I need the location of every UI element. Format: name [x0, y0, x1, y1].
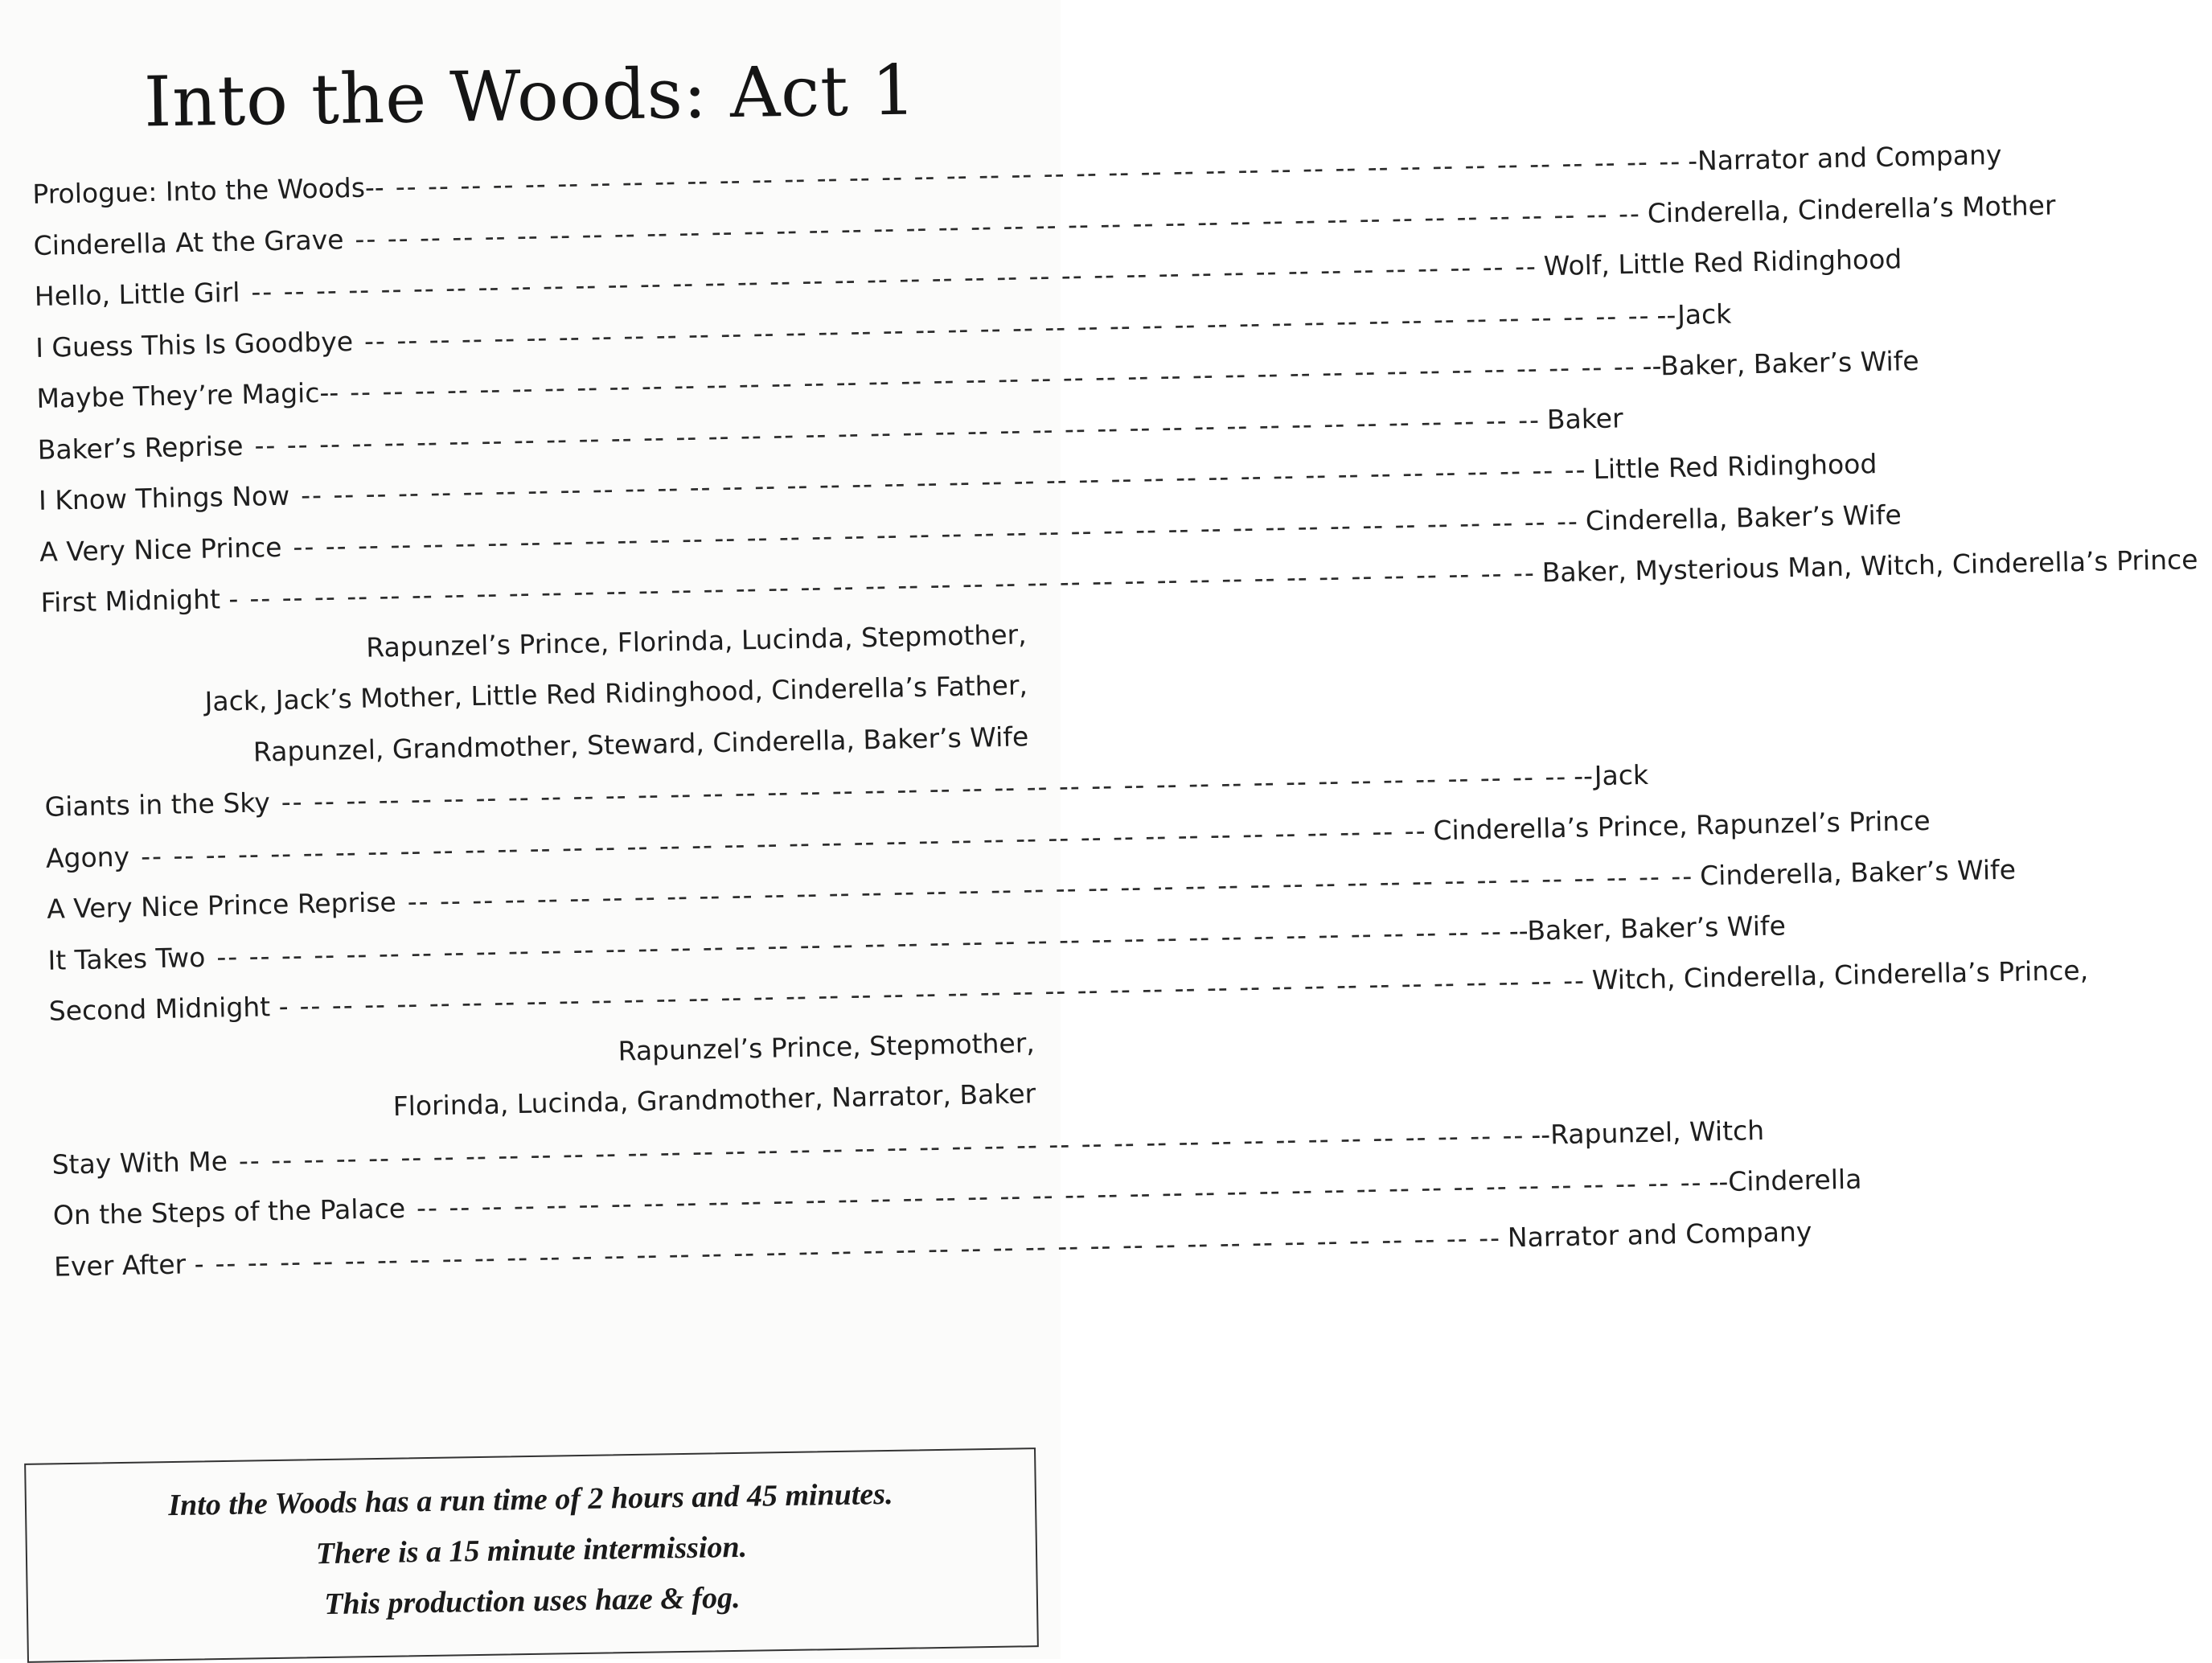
song-performers: Cinderella’s Prince, Rapunzel’s Prince: [1433, 804, 1931, 846]
song-title: First Midnight -: [40, 582, 239, 618]
song-title: A Very Nice Prince Reprise: [46, 886, 397, 925]
dash-leader: -- -- -- -- -- -- -- -- -- -- -- -- -- -- -- -- -- -- -- -- -- -- -- -- -- -- -- -- -- -- -- -- -- -- -- -- -- -- -- --: [349, 351, 1636, 409]
song-performers: Baker: [1546, 401, 1623, 435]
song-performers: --Jack: [1573, 758, 1649, 792]
dash-leader: -- -- -- -- -- -- -- -- -- -- -- -- -- -- -- -- -- -- -- -- -- -- -- -- -- -- -- -- -- -- -- -- -- -- -- -- -- -- -- --: [416, 1166, 1703, 1224]
song-performers: Wolf, Little Red Ridinghood: [1543, 243, 1902, 282]
song-title: Second Midnight -: [48, 990, 289, 1027]
song-performers: --Cinderella: [1709, 1163, 1862, 1198]
song-performers: --Rapunzel, Witch: [1530, 1114, 1765, 1151]
song-title: Prologue: Into the Woods--: [32, 171, 385, 210]
dash-leader: -- -- -- -- -- -- -- -- -- -- -- -- -- -- -- -- -- -- -- -- -- -- -- -- -- -- -- -- -- -- -- -- -- -- -- -- -- -- -- --: [215, 914, 1504, 973]
song-performers: --Jack: [1656, 298, 1732, 331]
dash-leader: -- -- -- -- -- -- -- -- -- -- -- -- -- -- -- -- -- -- -- -- -- -- -- -- -- -- -- -- -- -- -- -- -- -- -- -- -- -- -- --: [300, 454, 1587, 511]
dash-leader: -- -- -- -- -- -- -- -- -- -- -- -- -- -- -- -- -- -- -- -- -- -- -- -- -- -- -- -- -- -- -- -- -- -- -- -- -- -- -- --: [407, 860, 1694, 918]
dash-leader: -- -- -- -- -- -- -- -- -- -- -- -- -- -- -- -- -- -- -- -- -- -- -- -- -- -- -- -- -- -- -- -- -- -- -- -- -- -- -- --: [363, 299, 1651, 357]
song-performers: --Baker, Baker’s Wife: [1642, 344, 1920, 382]
intermission-text: There is a 15 minute intermission.: [315, 1530, 748, 1571]
dash-leader: -- -- -- -- -- -- -- -- -- -- -- -- -- -- -- -- -- -- -- -- -- -- -- -- -- -- -- -- -- -- -- -- -- -- -- -- -- -- -- --: [140, 814, 1427, 872]
dash-leader: -- -- -- -- -- -- -- -- -- -- -- -- -- -- -- -- -- -- -- -- -- -- -- -- -- -- -- -- -- -- -- -- -- -- -- -- -- -- -- --: [355, 197, 1642, 255]
dash-leader: -- -- -- -- -- -- -- -- -- -- -- -- -- -- -- -- -- -- -- -- -- -- -- -- -- -- -- -- -- -- -- -- -- -- -- -- -- -- -- --: [248, 556, 1537, 614]
song-performers: Cinderella, Baker’s Wife: [1585, 498, 1902, 536]
song-title: On the Steps of the Palace: [52, 1192, 406, 1231]
song-title: I Guess This Is Goodbye: [35, 325, 354, 363]
dash-leader: -- -- -- -- -- -- -- -- -- -- -- -- -- -- -- -- -- -- -- -- -- -- -- -- -- -- -- -- -- -- -- -- -- -- -- -- -- -- -- --: [215, 1222, 1502, 1279]
dash-leader: -- -- -- -- -- -- -- -- -- -- -- -- -- -- -- -- -- -- -- -- -- -- -- -- -- -- -- -- -- -- -- -- -- -- -- -- -- -- -- --: [238, 1119, 1525, 1176]
song-performers: -Narrator and Company: [1687, 138, 2002, 177]
dash-leader: -- -- -- -- -- -- -- -- -- -- -- -- -- -- -- -- -- -- -- -- -- -- -- -- -- -- -- -- -- -- -- -- -- -- -- -- -- -- -- --: [250, 250, 1538, 308]
song-title: Giants in the Sky: [44, 786, 271, 823]
song-title: Ever After -: [53, 1247, 204, 1283]
song-performers-continued: Rapunzel’s Prince, Stepmother,: [618, 1026, 1036, 1067]
song-title: Baker’s Reprise: [37, 429, 244, 466]
song-title: Stay With Me: [51, 1144, 228, 1181]
runtime-notice-box: [24, 1447, 1039, 1663]
song-performers: Narrator and Company: [1507, 1215, 1812, 1253]
song-title: It Takes Two: [47, 941, 206, 976]
song-title: Agony: [45, 840, 130, 874]
song-performers: Cinderella, Cinderella’s Mother: [1647, 189, 2056, 229]
dash-leader: -- -- -- -- -- -- -- -- -- -- -- -- -- -- -- -- -- -- -- -- -- -- -- -- -- -- -- -- -- -- -- -- -- -- -- -- -- -- -- --: [281, 760, 1568, 818]
dash-leader: -- -- -- -- -- -- -- -- -- -- -- -- -- -- -- -- -- -- -- -- -- -- -- -- -- -- -- -- -- -- -- -- -- -- -- -- -- -- -- --: [299, 964, 1586, 1022]
song-performers: --Baker, Baker’s Wife: [1508, 909, 1787, 946]
song-performers: Witch, Cinderella, Cinderella’s Prince,: [1591, 954, 2089, 996]
dash-leader: -- -- -- -- -- -- -- -- -- -- -- -- -- -- -- -- -- -- -- -- -- -- -- -- -- -- -- -- -- -- -- -- -- -- -- -- -- -- -- --: [254, 403, 1541, 462]
runtime-text: Into the Woods has a run time of 2 hours and 45 minutes.: [167, 1476, 893, 1523]
dash-leader: -- -- -- -- -- -- -- -- -- -- -- -- -- -- -- -- -- -- -- -- -- -- -- -- -- -- -- -- -- -- -- -- -- -- -- -- -- -- -- --: [293, 504, 1580, 563]
song-title: A Very Nice Prince: [39, 531, 282, 568]
song-performers: Baker, Mysterious Man, Witch, Cinderella’s Prince: [1541, 544, 2198, 589]
song-performers: Cinderella, Baker’s Wife: [1699, 853, 2017, 892]
song-title: Hello, Little Girl: [34, 276, 240, 312]
page-title: Into the Woods: Act 1: [143, 50, 917, 143]
song-title: Maybe They’re Magic--: [36, 376, 339, 414]
song-list: [32, 138, 2198, 1301]
song-performers-continued: Rapunzel, Grandmother, Steward, Cinderella, Baker’s Wife: [252, 720, 1029, 768]
song-title: Cinderella At the Grave: [33, 223, 344, 261]
song-performers-continued: Florinda, Lucinda, Grandmother, Narrator, Baker: [392, 1078, 1036, 1123]
song-performers-continued: Rapunzel’s Prince, Florinda, Lucinda, Stepmother,: [365, 618, 1028, 663]
song-performers-continued: Jack, Jack’s Mother, Little Red Ridinghood, Cinderella’s Father,: [204, 669, 1028, 717]
song-performers: Little Red Ridinghood: [1593, 448, 1878, 486]
haze-fog-text: This production uses haze & fog.: [323, 1580, 741, 1622]
song-title: I Know Things Now: [38, 479, 290, 516]
dash-leader: -- -- -- -- -- -- -- -- -- -- -- -- -- -- -- -- -- -- -- -- -- -- -- -- -- -- -- -- -- -- -- -- -- -- -- -- -- -- -- --: [395, 145, 1682, 203]
